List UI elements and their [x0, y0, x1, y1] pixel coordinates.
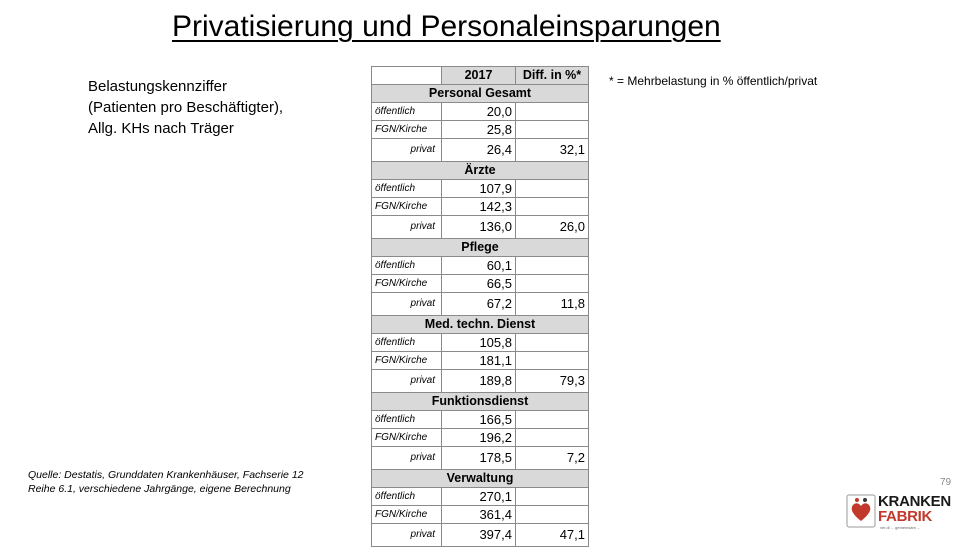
row-label: FGN/Kirche [372, 275, 442, 293]
row-value-2017: 181,1 [442, 352, 516, 370]
row-value-2017: 20,0 [442, 103, 516, 121]
row-label: öffentlich [372, 334, 442, 352]
table-row [372, 488, 589, 506]
slide-title: Privatisierung und Personaleinsparungen [172, 10, 721, 43]
table-row [372, 524, 589, 547]
source-note [28, 468, 348, 496]
row-label: FGN/Kirche [372, 198, 442, 216]
footnote: * = Mehrbelastung in % öffentlich/privat [609, 74, 818, 88]
header-year: 2017 [442, 67, 516, 85]
row-label: öffentlich [372, 411, 442, 429]
row-value-2017: 166,5 [442, 411, 516, 429]
section-header: Pflege [372, 239, 589, 257]
row-value-2017: 142,3 [442, 198, 516, 216]
row-diff-percent [516, 180, 589, 198]
row-value-2017: 136,0 [442, 216, 516, 239]
section-header: Ärzte [372, 162, 589, 180]
row-diff-percent: 26,0 [516, 216, 589, 239]
logo-tagline: ver.di ... gemeinsam ... [880, 525, 921, 530]
row-label: öffentlich [372, 103, 442, 121]
row-value-2017: 270,1 [442, 488, 516, 506]
row-diff-percent [516, 334, 589, 352]
section-row [372, 470, 589, 488]
row-label: öffentlich [372, 488, 442, 506]
section-row [372, 85, 589, 103]
table-row [372, 447, 589, 470]
row-diff-percent [516, 257, 589, 275]
heart-figure-logo-icon [846, 494, 876, 528]
row-diff-percent: 79,3 [516, 370, 589, 393]
section-row [372, 393, 589, 411]
section-row [372, 162, 589, 180]
brand-logo [846, 494, 954, 530]
source-line: Quelle: Destatis, Grunddaten Krankenhäuser, Fachserie 12 [28, 469, 304, 481]
row-diff-percent [516, 429, 589, 447]
table-row [372, 257, 589, 275]
table-row [372, 293, 589, 316]
row-label: privat [372, 293, 442, 316]
header-empty-cell [372, 67, 442, 85]
row-label: FGN/Kirche [372, 429, 442, 447]
table-row [372, 139, 589, 162]
row-diff-percent [516, 506, 589, 524]
row-value-2017: 26,4 [442, 139, 516, 162]
table-row [372, 275, 589, 293]
source-line: Reihe 6.1, verschiedene Jahrgänge, eigene Berechnung [28, 483, 291, 495]
section-header: Personal Gesamt [372, 85, 589, 103]
row-diff-percent: 47,1 [516, 524, 589, 547]
row-diff-percent: 32,1 [516, 139, 589, 162]
header-diff: Diff. in %* [516, 67, 589, 85]
row-value-2017: 189,8 [442, 370, 516, 393]
row-label: FGN/Kirche [372, 352, 442, 370]
row-value-2017: 105,8 [442, 334, 516, 352]
row-diff-percent: 11,8 [516, 293, 589, 316]
table-row [372, 429, 589, 447]
row-label: privat [372, 447, 442, 470]
row-value-2017: 196,2 [442, 429, 516, 447]
logo-text-kranken: KRANKEN [878, 493, 951, 510]
table-row [372, 334, 589, 352]
section-row [372, 316, 589, 334]
caption-line: Belastungskennziffer [88, 78, 227, 95]
table-row [372, 370, 589, 393]
data-table [371, 66, 589, 547]
section-row [372, 239, 589, 257]
row-label: privat [372, 370, 442, 393]
row-value-2017: 361,4 [442, 506, 516, 524]
page-number: 79 [940, 477, 952, 488]
table-header-row [372, 67, 589, 85]
row-diff-percent [516, 352, 589, 370]
table-row [372, 121, 589, 139]
row-value-2017: 60,1 [442, 257, 516, 275]
logo-text-fabrik: FABRIK [878, 508, 933, 525]
row-label: privat [372, 139, 442, 162]
table-row [372, 216, 589, 239]
row-label: öffentlich [372, 257, 442, 275]
row-value-2017: 397,4 [442, 524, 516, 547]
table-body [372, 67, 589, 547]
row-diff-percent [516, 488, 589, 506]
row-value-2017: 66,5 [442, 275, 516, 293]
table-row [372, 103, 589, 121]
row-diff-percent [516, 121, 589, 139]
row-value-2017: 107,9 [442, 180, 516, 198]
table-row [372, 198, 589, 216]
row-label: FGN/Kirche [372, 121, 442, 139]
row-value-2017: 178,5 [442, 447, 516, 470]
section-header: Funktionsdienst [372, 393, 589, 411]
row-label: FGN/Kirche [372, 506, 442, 524]
section-header: Med. techn. Dienst [372, 316, 589, 334]
table-caption [88, 76, 348, 139]
caption-line: (Patienten pro Beschäftigter), [88, 99, 284, 116]
table-row [372, 180, 589, 198]
row-diff-percent [516, 411, 589, 429]
row-diff-percent [516, 198, 589, 216]
section-header: Verwaltung [372, 470, 589, 488]
row-label: privat [372, 524, 442, 547]
row-diff-percent [516, 275, 589, 293]
table-row [372, 411, 589, 429]
row-diff-percent: 7,2 [516, 447, 589, 470]
row-value-2017: 25,8 [442, 121, 516, 139]
caption-line: Allg. KHs nach Träger [88, 120, 234, 137]
row-label: privat [372, 216, 442, 239]
row-value-2017: 67,2 [442, 293, 516, 316]
row-label: öffentlich [372, 180, 442, 198]
row-diff-percent [516, 103, 589, 121]
table-row [372, 352, 589, 370]
table-row [372, 506, 589, 524]
